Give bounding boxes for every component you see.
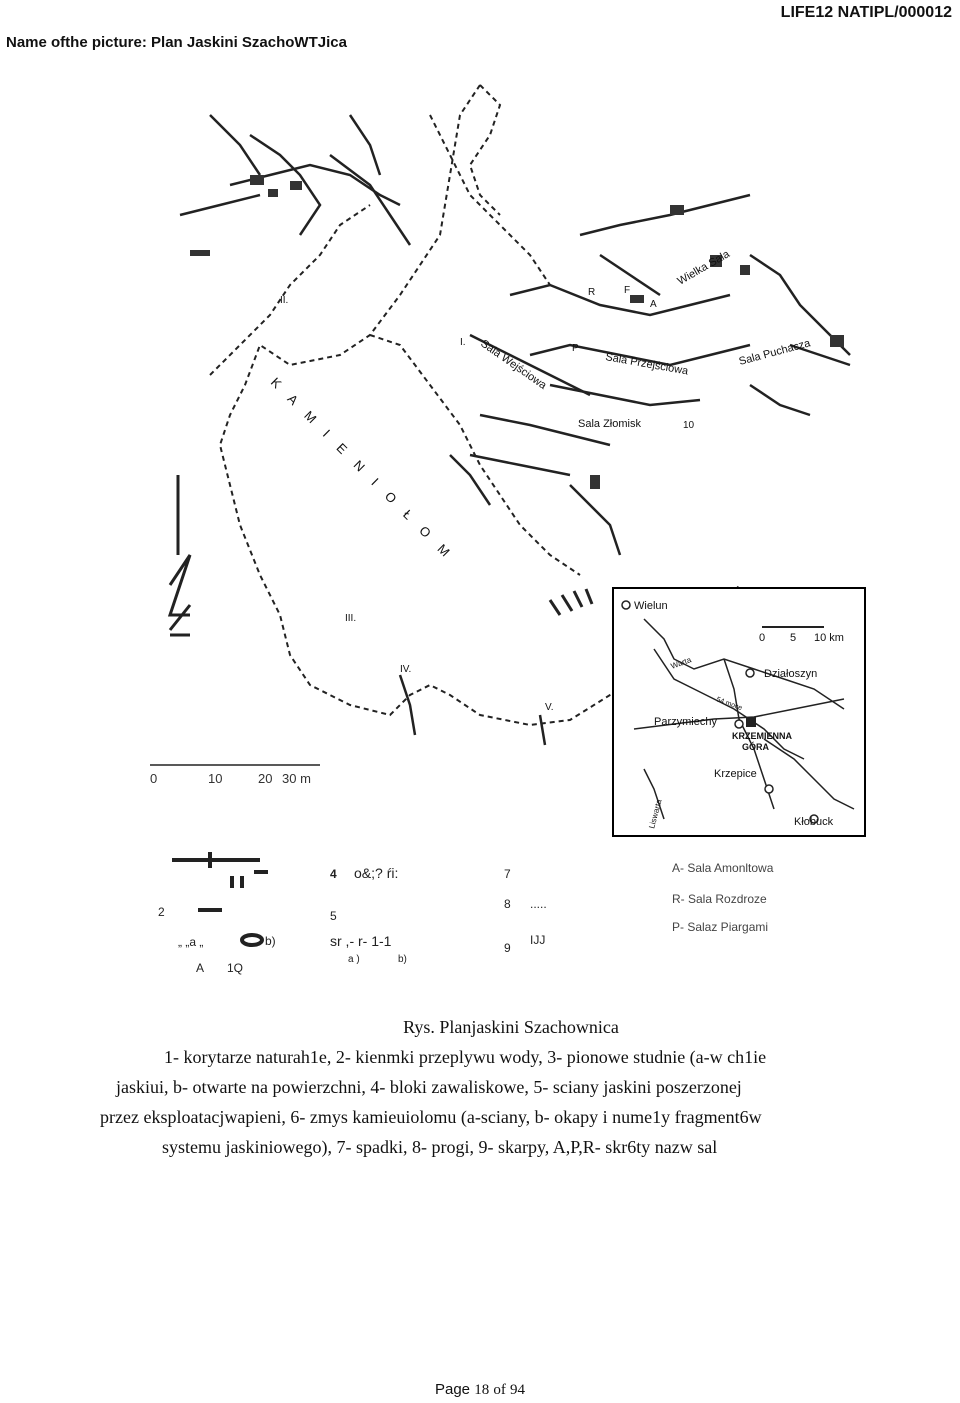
roman-numeral-2: II.: [280, 295, 289, 306]
legend-item-9: IJJ: [530, 933, 546, 947]
place-gora: GÓRA: [742, 742, 769, 752]
picture-name: Plan Jaskini SzachoWTJica: [151, 34, 347, 51]
place-parzymiechy: Parzymiechy: [654, 716, 717, 728]
marker-p: P: [572, 343, 579, 354]
of-label: of: [493, 1382, 506, 1398]
caption-line-2: jaskiui, b- otwarte na powierzchni, 4- bloki zawaliskowe, 5- sciany jaskini poszerzonej: [116, 1077, 742, 1097]
inset-location-map: [612, 587, 866, 837]
place-dzialoszyn: Działoszyn: [764, 668, 818, 680]
inset-map-drawing: [614, 589, 864, 835]
road-label: 54 moce: [715, 696, 743, 713]
legend-item-5: sr ,- r- 1-1: [330, 933, 392, 949]
room-label-przejsciowa: Sala Przejściowa: [604, 351, 690, 378]
room-label-zlomisk: Sala Złomisk: [578, 418, 641, 430]
legend-name-p: P- Salaz Piargami: [672, 920, 769, 934]
scale-tick-10: 10: [208, 771, 223, 786]
room-label-wielka: Wielka Sala: [675, 248, 732, 288]
legend-num-2: 2: [158, 905, 165, 919]
map-scale-bar: [150, 765, 320, 786]
place-wielun: Wielun: [634, 600, 668, 612]
place-krzepice: Krzepice: [714, 768, 757, 780]
figure-caption: [96, 1012, 866, 1162]
inset-scale-0: 0: [759, 632, 766, 644]
legend-num-4: 4: [330, 867, 337, 881]
roman-numeral-5: V.: [545, 702, 554, 713]
legend-num-7: 7: [504, 867, 511, 881]
roman-numeral-1: I.: [460, 337, 466, 348]
legend-item-6a: a ): [348, 954, 360, 965]
total-pages: 94: [510, 1382, 526, 1398]
marker-10: 10: [683, 420, 695, 431]
legend-num-8: 8: [504, 897, 511, 911]
legend-item-4: o&;? ŕi:: [354, 865, 399, 881]
room-label-puchacza: Sala Puchacza: [737, 337, 812, 368]
inset-scale-10km: 10 km: [814, 632, 844, 644]
north-arrow: [170, 475, 190, 635]
caption-line-1: 1- korytarze naturah1e, 2- kienmki przeplywu wody, 3- pionowe studnie (a-w ch1ie: [164, 1047, 767, 1067]
place-krzemienna: KRZEMIENNA: [732, 731, 792, 741]
map-legend: [150, 848, 862, 983]
legend-num-5: 5: [330, 909, 337, 923]
scale-tick-20: 20: [258, 771, 273, 786]
caption-line-4: systemu jaskiniowego), 7- spadki, 8- progi, 9- skarpy, A,P,R- skr6ty nazw sal: [162, 1137, 718, 1157]
scale-tick-30m: 30 m: [282, 771, 311, 786]
legend-item-8: .....: [530, 897, 547, 911]
caption-title: Rys. Planjaskini Szachownica: [403, 1017, 619, 1037]
place-klobuck: Kłobuck: [794, 816, 834, 828]
legend-symbols: [150, 848, 862, 983]
page-number: 18: [474, 1382, 490, 1398]
legend-num-9: 9: [504, 941, 511, 955]
page-label: Page: [434, 1381, 471, 1398]
inset-scale-5: 5: [790, 632, 797, 644]
picture-label: Name ofthe picture:: [6, 34, 147, 51]
marker-r: R: [588, 287, 596, 298]
legend-name-a: A- Sala Amonltowa: [672, 861, 774, 875]
river-liswarta: Liswarta: [647, 798, 664, 830]
legend-item-3a: „ „a „: [178, 935, 204, 949]
legend-item-a: A: [196, 961, 205, 975]
page-footer: [0, 1381, 960, 1399]
roman-numeral-4: IV.: [400, 664, 412, 675]
project-code: LIFE12 NATIPL/000012: [780, 4, 952, 21]
caption-line-3: przez eksploatacjwapieni, 6- zmys kamieuiolomu (a-sciany, b- okapy i nume1y fragment6w: [100, 1107, 762, 1127]
legend-item-3b: b): [265, 934, 276, 948]
quarry-label: K A M I E N I O Ł O M: [267, 374, 457, 564]
legend-name-r: R- Sala Rozdroze: [672, 892, 767, 906]
roman-numeral-3: III.: [345, 613, 357, 624]
river-warta: Warta: [669, 655, 693, 671]
scale-tick-0: 0: [150, 771, 158, 786]
marker-f: F: [624, 285, 631, 296]
legend-item-6b: b): [398, 954, 407, 965]
legend-item-1q: 1Q: [227, 961, 244, 975]
room-label-wejsciowa: Sala Wejściowa: [478, 337, 549, 392]
picture-name-line: [6, 34, 347, 51]
marker-a: A: [650, 299, 657, 310]
